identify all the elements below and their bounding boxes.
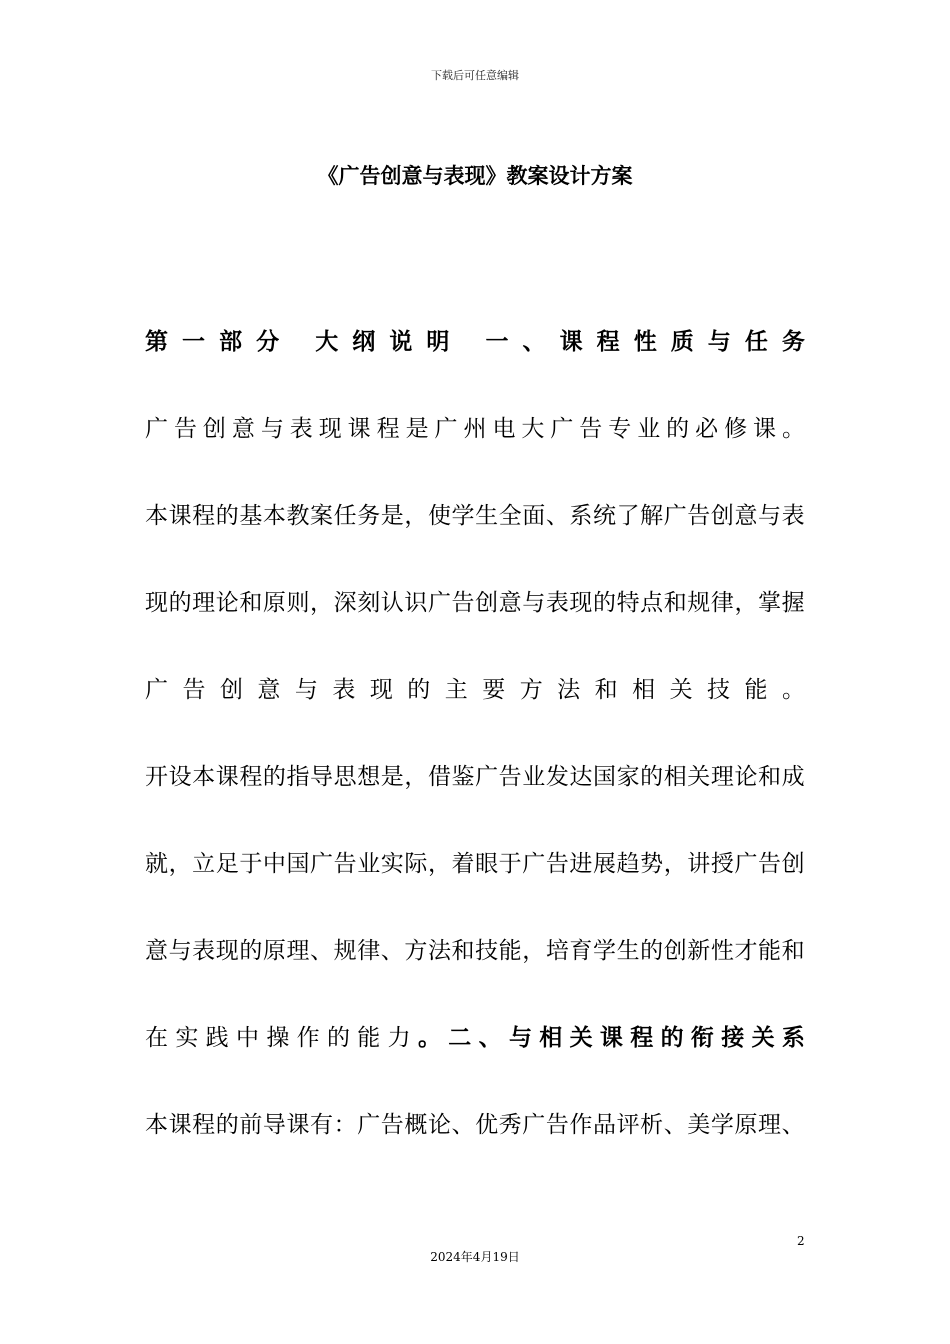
line-char: 与: [260, 416, 284, 442]
line-char: 指: [286, 764, 310, 790]
line-char: 论: [427, 1112, 451, 1138]
line-char: 的: [326, 1025, 350, 1051]
line-char: 识: [404, 590, 428, 616]
line-char: 的: [640, 938, 664, 964]
line-char: 告: [498, 764, 522, 790]
line-char: 力: [387, 1025, 411, 1051]
line-char: 大: [521, 416, 545, 442]
line-char: 了: [616, 503, 640, 529]
line-char: 面: [522, 503, 546, 529]
line-char: 、: [380, 938, 404, 964]
line-char: [293, 327, 301, 357]
header-note: 下载后可任意编辑: [431, 69, 519, 82]
line-char: 与: [522, 590, 546, 616]
line-char: 掌: [758, 590, 782, 616]
line-char: 法: [557, 677, 581, 703]
line-char: 创: [219, 677, 243, 703]
line-char: ，: [427, 851, 451, 877]
line-char: 广: [550, 416, 574, 442]
line-char: 认: [380, 590, 404, 616]
line-char: ，: [404, 764, 428, 790]
line-char: 理: [710, 764, 734, 790]
line-char: 学: [710, 1112, 734, 1138]
line-char: 意: [257, 677, 281, 703]
line-char: 实: [380, 851, 404, 877]
line-char: 是: [380, 764, 404, 790]
line-char: 性: [633, 329, 657, 355]
line-char: 和: [663, 590, 687, 616]
line-char: 授: [710, 851, 734, 877]
line-char: 的: [239, 938, 263, 964]
line-char: 能: [357, 1025, 381, 1051]
line-char: 立: [192, 851, 216, 877]
line-char: 告: [758, 851, 782, 877]
line-char: [463, 327, 471, 357]
line-char: 现: [215, 938, 239, 964]
line-char: 、: [451, 1112, 475, 1138]
line-char: 、: [663, 1112, 687, 1138]
line-char: 任: [333, 503, 357, 529]
line-char: 基: [239, 503, 263, 529]
line-char: 与: [707, 329, 731, 355]
line-char: 州: [463, 416, 487, 442]
line-char: 思: [333, 764, 357, 790]
line-char: 律: [710, 590, 734, 616]
line-char: 告: [579, 416, 603, 442]
line-char: 广: [145, 677, 168, 703]
line-char: 表: [781, 503, 805, 529]
line-char: 课: [286, 1112, 310, 1138]
line-char: 明: [426, 329, 450, 355]
line-char: 广: [310, 851, 334, 877]
line-char: 新: [687, 938, 711, 964]
line-char: 有: [310, 1112, 334, 1138]
line-char: ，: [310, 590, 334, 616]
line-char: 操: [266, 1025, 290, 1051]
line-char: 和: [758, 764, 782, 790]
line-char: 要: [482, 677, 506, 703]
line-char: 能: [758, 938, 782, 964]
line-char: 是: [380, 503, 404, 529]
line-char: 在: [145, 1025, 168, 1051]
line-char: 创: [202, 416, 226, 442]
line-char: 作: [296, 1025, 320, 1051]
line-char: 的: [262, 764, 286, 790]
line-char: 本: [262, 503, 286, 529]
line-char: 际: [404, 851, 428, 877]
line-char: 成: [781, 764, 805, 790]
body-line: [145, 1110, 805, 1140]
line-char: 本: [145, 503, 168, 529]
line-char: 接: [721, 1025, 745, 1051]
line-char: 的: [215, 1112, 239, 1138]
line-char: 现: [318, 416, 342, 442]
line-char: 才: [734, 938, 758, 964]
line-char: 课: [599, 1025, 623, 1051]
line-char: 、: [545, 503, 569, 529]
line-char: 着: [451, 851, 475, 877]
line-char: 务: [357, 503, 381, 529]
line-char: 程: [596, 329, 620, 355]
body-line: [145, 588, 805, 618]
body-line-with-subheading: [145, 1023, 805, 1053]
line-char: 展: [592, 851, 616, 877]
line-char: 、: [478, 1025, 502, 1051]
line-char: 进: [569, 851, 593, 877]
line-char: 和: [451, 938, 475, 964]
line-char: 创: [475, 590, 499, 616]
line-char: 就: [145, 851, 168, 877]
line-char: 性: [710, 938, 734, 964]
line-char: 系: [569, 503, 593, 529]
line-char: 部: [219, 329, 243, 355]
line-char: 借: [427, 764, 451, 790]
page-number: 2: [797, 1234, 805, 1248]
line-char: 教: [286, 503, 310, 529]
line-char: 程: [630, 1025, 654, 1051]
line-char: 作: [569, 1112, 593, 1138]
line-char: 原: [262, 590, 286, 616]
line-char: 方: [404, 938, 428, 964]
line-char: 与: [508, 1025, 532, 1051]
body-line: [145, 675, 805, 705]
line-char: 育: [569, 938, 593, 964]
line-char: 与: [294, 677, 318, 703]
line-char: 与: [168, 938, 192, 964]
line-char: 国: [592, 764, 616, 790]
line-char: 国: [286, 851, 310, 877]
line-char: 告: [545, 851, 569, 877]
line-char: 、: [310, 938, 334, 964]
line-char: 意: [231, 416, 255, 442]
document-title: 《广告创意与表现》教案设计方案: [317, 164, 633, 188]
line-char: 导: [262, 1112, 286, 1138]
line-char: 和: [594, 677, 618, 703]
line-char: 生: [475, 503, 499, 529]
line-char: ，: [663, 851, 687, 877]
line-char: 的: [592, 590, 616, 616]
line-char: 技: [475, 938, 499, 964]
line-char: 开: [145, 764, 168, 790]
line-char: 主: [444, 677, 468, 703]
line-char: 广: [663, 503, 687, 529]
line-char: 衔: [690, 1025, 714, 1051]
line-char: 广: [145, 416, 168, 442]
line-char: 意: [145, 938, 168, 964]
line-char: 课: [347, 416, 371, 442]
line-char: 课: [559, 329, 583, 355]
line-char: 修: [724, 416, 748, 442]
line-char: 告: [380, 1112, 404, 1138]
line-char: 的: [660, 1025, 684, 1051]
line-char: 程: [192, 1112, 216, 1138]
line-char: 创: [781, 851, 805, 877]
line-char: 关: [751, 1025, 775, 1051]
line-char: 创: [663, 938, 687, 964]
line-char: 的: [666, 416, 690, 442]
line-char: 表: [545, 590, 569, 616]
line-char: 于: [498, 851, 522, 877]
line-char: ，: [168, 851, 192, 877]
line-char: 告: [333, 851, 357, 877]
line-char: 现: [369, 677, 393, 703]
line-char: 眼: [475, 851, 499, 877]
line-char: 告: [687, 503, 711, 529]
body-line: [145, 936, 805, 966]
line-char: 、: [522, 329, 546, 355]
line-char: 。: [417, 1025, 441, 1051]
line-char: 课: [168, 1112, 192, 1138]
line-char: 理: [758, 1112, 782, 1138]
line-char: 深: [333, 590, 357, 616]
body-line: [145, 762, 805, 792]
line-char: 的: [407, 677, 431, 703]
line-char: 相: [663, 764, 687, 790]
line-char: 业: [357, 851, 381, 877]
line-char: 本: [145, 1112, 168, 1138]
line-char: 纲: [352, 329, 376, 355]
line-char: 质: [670, 329, 694, 355]
line-char: 现: [145, 590, 168, 616]
line-char: 程: [239, 764, 263, 790]
line-char: 律: [357, 938, 381, 964]
line-char: 告: [173, 416, 197, 442]
line-char: 点: [640, 590, 664, 616]
line-char: 课: [215, 764, 239, 790]
line-char: 讲: [687, 851, 711, 877]
line-char: 鉴: [451, 764, 475, 790]
line-char: 课: [168, 503, 192, 529]
line-char: 。: [781, 677, 805, 703]
line-char: 发: [545, 764, 569, 790]
line-char: 特: [616, 590, 640, 616]
line-char: 程: [376, 416, 400, 442]
line-char: 课: [753, 416, 777, 442]
line-char: 统: [592, 503, 616, 529]
line-char: 是: [405, 416, 429, 442]
line-char: 说: [389, 329, 413, 355]
line-char: 品: [592, 1112, 616, 1138]
line-char: 理: [286, 938, 310, 964]
line-char: 想: [357, 764, 381, 790]
line-char: 中: [262, 851, 286, 877]
body-line: [145, 414, 805, 444]
line-char: 创: [710, 503, 734, 529]
line-char: 方: [519, 677, 543, 703]
line-char: 足: [215, 851, 239, 877]
line-char: 达: [569, 764, 593, 790]
line-char: 能: [498, 938, 522, 964]
line-char: 表: [289, 416, 313, 442]
line-char: 势: [640, 851, 664, 877]
line-char: 的: [168, 590, 192, 616]
line-char: 表: [192, 938, 216, 964]
line-char: 导: [310, 764, 334, 790]
line-char: 案: [310, 503, 334, 529]
line-char: 广: [522, 1112, 546, 1138]
line-char: 使: [427, 503, 451, 529]
line-char: 相: [632, 677, 656, 703]
line-char: 与: [758, 503, 782, 529]
line-char: 全: [498, 503, 522, 529]
line-char: ：: [333, 1112, 357, 1138]
line-char: 能: [744, 677, 768, 703]
body-line: [145, 501, 805, 531]
line-char: 告: [182, 677, 206, 703]
line-char: 、: [781, 1112, 805, 1138]
line-char: 家: [616, 764, 640, 790]
line-char: 论: [215, 590, 239, 616]
line-char: 原: [262, 938, 286, 964]
line-char: 于: [239, 851, 263, 877]
section-heading-line: [145, 327, 805, 357]
body-line: [145, 849, 805, 879]
line-char: 相: [539, 1025, 563, 1051]
line-char: 设: [168, 764, 192, 790]
line-char: 关: [569, 1025, 593, 1051]
line-char: 生: [616, 938, 640, 964]
line-char: 解: [640, 503, 664, 529]
line-char: 电: [492, 416, 516, 442]
line-char: 广: [475, 764, 499, 790]
line-char: 意: [734, 503, 758, 529]
line-char: 大: [315, 329, 339, 355]
line-char: 任: [744, 329, 768, 355]
line-char: 优: [475, 1112, 499, 1138]
line-char: 前: [239, 1112, 263, 1138]
line-char: 广: [427, 590, 451, 616]
line-char: 概: [404, 1112, 428, 1138]
line-char: 关: [687, 764, 711, 790]
line-char: 广: [434, 416, 458, 442]
line-char: 原: [734, 1112, 758, 1138]
line-char: 务: [781, 329, 805, 355]
line-char: 和: [239, 590, 263, 616]
line-char: 论: [734, 764, 758, 790]
line-char: 技: [707, 677, 731, 703]
line-char: 广: [734, 851, 758, 877]
line-char: 必: [695, 416, 719, 442]
line-char: 践: [205, 1025, 229, 1051]
line-char: 美: [687, 1112, 711, 1138]
line-char: 专: [608, 416, 632, 442]
line-char: 的: [640, 764, 664, 790]
line-char: 关: [669, 677, 693, 703]
line-char: 业: [637, 416, 661, 442]
line-char: 和: [781, 938, 805, 964]
line-char: 第: [145, 329, 168, 355]
line-char: 则: [286, 590, 310, 616]
line-char: 实: [175, 1025, 199, 1051]
line-char: 一: [485, 329, 509, 355]
line-char: 意: [498, 590, 522, 616]
line-char: 业: [522, 764, 546, 790]
line-char: 趋: [616, 851, 640, 877]
line-char: 系: [781, 1025, 805, 1051]
line-char: 广: [357, 1112, 381, 1138]
footer-date: 2024年4月19日: [430, 1250, 520, 1264]
line-char: ，: [404, 503, 428, 529]
line-char: 握: [781, 590, 805, 616]
line-char: 表: [332, 677, 356, 703]
line-char: ，: [734, 590, 758, 616]
line-char: 现: [569, 590, 593, 616]
line-char: 程: [192, 503, 216, 529]
line-char: 告: [545, 1112, 569, 1138]
line-char: 规: [687, 590, 711, 616]
line-char: 本: [192, 764, 216, 790]
line-char: ，: [522, 938, 546, 964]
line-char: 秀: [498, 1112, 522, 1138]
line-char: 培: [545, 938, 569, 964]
line-char: 理: [192, 590, 216, 616]
line-char: 二: [448, 1025, 472, 1051]
line-char: 学: [451, 503, 475, 529]
line-char: 法: [427, 938, 451, 964]
line-char: 析: [640, 1112, 664, 1138]
line-char: 一: [182, 329, 206, 355]
line-char: 中: [235, 1025, 259, 1051]
line-char: 学: [592, 938, 616, 964]
line-char: 刻: [357, 590, 381, 616]
line-char: 的: [215, 503, 239, 529]
line-char: 告: [451, 590, 475, 616]
line-char: 分: [256, 329, 280, 355]
line-char: 评: [616, 1112, 640, 1138]
line-char: 规: [333, 938, 357, 964]
line-char: 。: [781, 416, 805, 442]
line-char: 广: [522, 851, 546, 877]
